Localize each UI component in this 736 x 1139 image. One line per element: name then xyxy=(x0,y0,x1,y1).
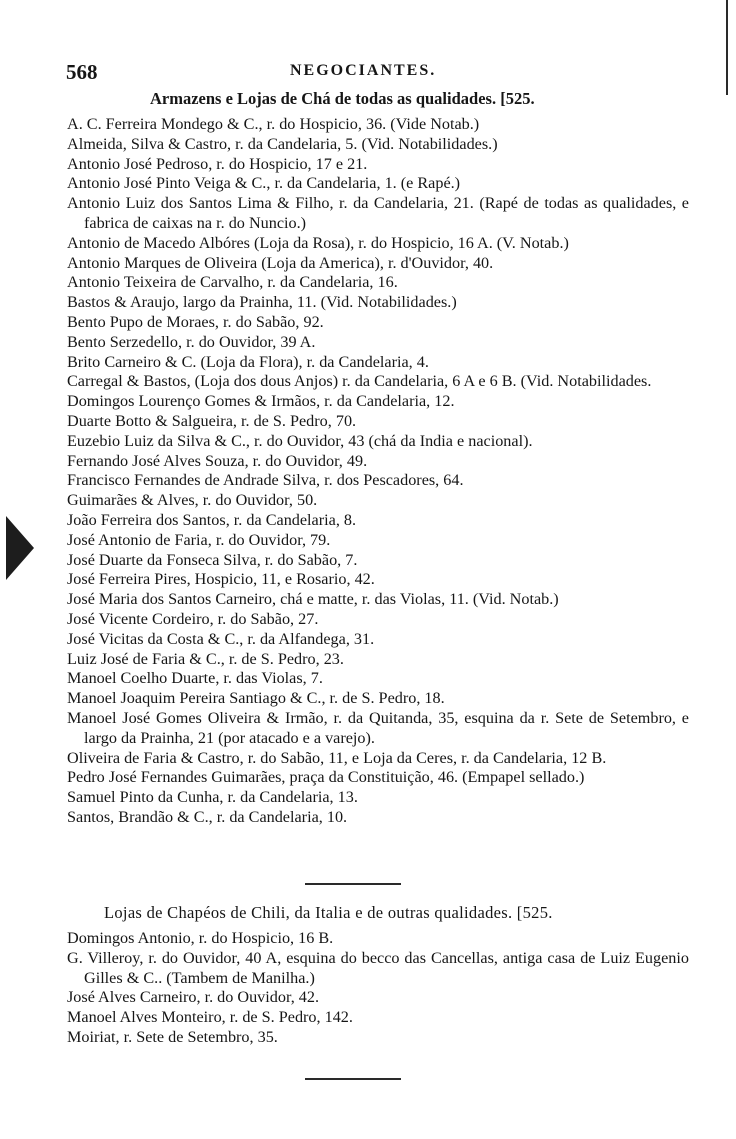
directory-entry: Domingos Lourenço Gomes & Irmãos, r. da Candelaria, 12. xyxy=(67,392,455,411)
directory-entry: Francisco Fernandes de Andrade Silva, r. dos Pescadores, 64. xyxy=(67,471,464,490)
directory-entry: José Maria dos Santos Carneiro, chá e matte, r. das Violas, 11. (Vid. Notab.) xyxy=(67,590,559,609)
directory-entry: José Ferreira Pires, Hospicio, 11, e Rosario, 42. xyxy=(67,570,375,589)
directory-entry: Almeida, Silva & Castro, r. da Candelaria, 5. (Vid. Notabilidades.) xyxy=(67,134,498,153)
page-number: 568 xyxy=(66,60,98,84)
directory-entry: Samuel Pinto da Cunha, r. da Candelaria, 13. xyxy=(67,788,358,807)
directory-entry: Domingos Antonio, r. do Hospicio, 16 B. xyxy=(67,929,334,947)
directory-entry: Moiriat, r. Sete de Setembro, 35. xyxy=(67,1027,278,1046)
section-heading-hat-shops: Lojas de Chapéos de Chili, da Italia e de outras qualidades. [525. xyxy=(104,903,553,922)
directory-entry: Antonio José Pedroso, r. do Hospicio, 17 e 21. xyxy=(67,154,368,173)
directory-entry: Bento Serzedello, r. do Ouvidor, 39 A. xyxy=(67,332,316,351)
directory-entry: Oliveira de Faria & Castro, r. do Sabão, 11, e Loja da Ceres, r. da Candelaria, 12 B. xyxy=(67,748,607,767)
directory-entry: Antonio Teixeira de Carvalho, r. da Candelaria, 16. xyxy=(67,273,398,292)
directory-entry: Manoel Alves Monteiro, r. de S. Pedro, 142. xyxy=(67,1008,353,1027)
directory-entry: Antonio Marques de Oliveira (Loja da America), r. d'Ouvidor, 40. xyxy=(67,253,494,272)
directory-entry: Antonio José Pinto Veiga & C., r. da Candelaria, 1. (e Rapé.) xyxy=(67,174,461,193)
directory-entry: Carregal & Bastos, (Loja dos dous Anjos) r. da Candelaria, 6 A e 6 B. (Vid. Notabilidades. xyxy=(67,372,652,391)
directory-entry: Bastos & Araujo, largo da Prainha, 11. (Vid. Notabilidades.) xyxy=(67,293,457,312)
directory-entry: José Duarte da Fonseca Silva, r. do Sabão, 7. xyxy=(67,550,358,569)
directory-entry: Euzebio Luiz da Silva & C., r. do Ouvidor, 43 (chá da India e nacional). xyxy=(67,431,533,450)
directory-entry: G. Villeroy, r. do Ouvidor, 40 A, esquina do becco das Cancellas, antiga casa de Luiz Eugenio Gilles & C.. (Tambem de Manilha.) xyxy=(67,948,689,987)
binding-mark xyxy=(6,516,34,580)
directory-entry: Pedro José Fernandes Guimarães, praça da Constituição, 46. (Empapel sellado.) xyxy=(67,768,585,787)
directory-entry: Manoel José Gomes Oliveira & Irmão, r. da Quitanda, 35, esquina da r. Sete de Setembro, e largo da Prainha, 21 (por atacado e a varejo). xyxy=(67,708,689,747)
directory-entry: Santos, Brandão & C., r. da Candelaria, 10. xyxy=(67,807,348,826)
section-divider xyxy=(305,883,401,885)
tea-shops-list xyxy=(67,115,689,828)
directory-entry: Guimarães & Alves, r. do Ouvidor, 50. xyxy=(67,491,318,510)
directory-entry: Brito Carneiro & C. (Loja da Flora), r. da Candelaria, 4. xyxy=(67,352,429,371)
running-head: NEGOCIANTES. xyxy=(290,62,437,79)
directory-entry: José Alves Carneiro, r. do Ouvidor, 42. xyxy=(67,988,320,1007)
directory-entry: Duarte Botto & Salgueira, r. de S. Pedro, 70. xyxy=(67,411,357,430)
directory-entry: Manoel Joaquim Pereira Santiago & C., r. de S. Pedro, 18. xyxy=(67,689,445,708)
directory-entry: Manoel Coelho Duarte, r. das Violas, 7. xyxy=(67,669,323,688)
directory-entry: A. C. Ferreira Mondego & C., r. do Hospicio, 36. (Vide Notab.) xyxy=(67,115,480,133)
page-edge-rule xyxy=(726,0,728,95)
directory-entry: João Ferreira dos Santos, r. da Candelaria, 8. xyxy=(67,510,357,529)
directory-entry: José Vicitas da Costa & C., r. da Alfandega, 31. xyxy=(67,629,375,648)
directory-entry: José Vicente Cordeiro, r. do Sabão, 27. xyxy=(67,609,319,628)
directory-entry: Antonio de Macedo Albóres (Loja da Rosa), r. do Hospicio, 16 A. (V. Notab.) xyxy=(67,233,569,252)
directory-entry: Bento Pupo de Moraes, r. do Sabão, 92. xyxy=(67,312,324,331)
hat-shops-list xyxy=(67,929,689,1048)
directory-entry: Antonio Luiz dos Santos Lima & Filho, r. da Candelaria, 21. (Rapé de todas as qualidades, e fabrica de caixas na r. do Nuncio.) xyxy=(67,194,689,232)
directory-entry: José Antonio de Faria, r. do Ouvidor, 79. xyxy=(67,530,331,549)
section-heading-tea-shops: Armazens e Lojas de Chá de todas as qualidades. [525. xyxy=(150,89,535,108)
directory-entry: Luiz José de Faria & C., r. de S. Pedro, 23. xyxy=(67,649,344,668)
directory-entry: Fernando José Alves Souza, r. do Ouvidor, 49. xyxy=(67,451,368,470)
section-divider xyxy=(305,1078,401,1080)
